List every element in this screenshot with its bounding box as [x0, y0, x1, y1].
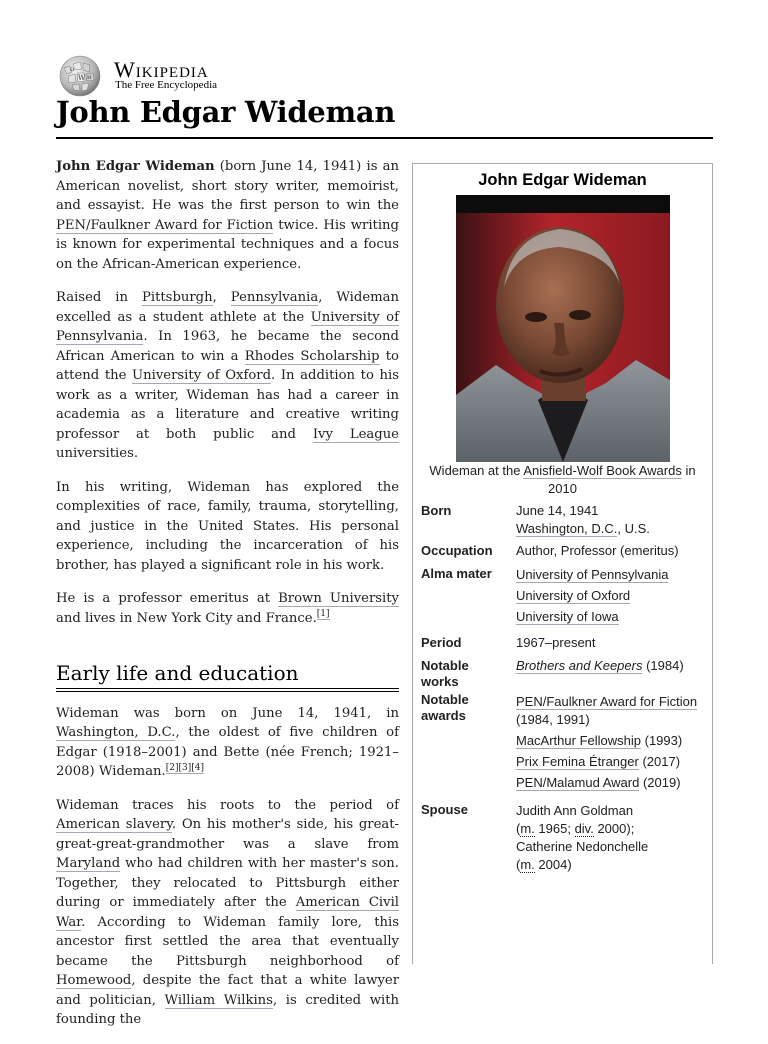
infobox-title: John Edgar Wideman	[478, 171, 647, 189]
link-award-prix-femina[interactable]: Prix Femina Étranger	[516, 754, 639, 769]
text: He is a professor emeritus at	[56, 591, 279, 606]
link-american-civil-war[interactable]: American Civil War	[56, 895, 400, 930]
link-award-pen-faulkner[interactable]: PEN/Faulkner Award for Fiction	[516, 694, 698, 709]
text: Wideman was born on June 14, 1941, in	[56, 705, 399, 721]
link-pennsylvania[interactable]: Pennsylvania	[230, 290, 319, 305]
link-homewood[interactable]: Homewood	[56, 973, 132, 988]
born-value	[516, 502, 706, 538]
spouse-1-dates	[516, 820, 706, 838]
link-ivy-league[interactable]: Ivy League	[312, 426, 399, 442]
alma-mater-list	[516, 566, 706, 629]
link-university-of-pennsylvania[interactable]: University of Pennsylvania	[56, 309, 399, 344]
link-university-of-oxford[interactable]: University of Oxford	[132, 368, 272, 383]
spouse-value	[516, 802, 706, 874]
reference-link[interactable]: [2][3][4]	[165, 762, 204, 773]
born-place	[516, 520, 706, 538]
paragraph-themes: In his writing, Wideman has explored the complexities of race, family, trauma, storytelling, and justice in the United States. His personal experience, including the incarceration of his brother, has played a significant role in his work.	[56, 479, 399, 573]
text: in 2010	[548, 463, 696, 496]
spouse-2-dates	[516, 856, 706, 874]
page-title: John Edgar Wideman	[56, 95, 396, 129]
period-value: 1967–present	[516, 635, 596, 650]
link-award-pen-malamud[interactable]: PEN/Malamud Award	[516, 775, 640, 790]
intro-paragraph	[56, 157, 399, 274]
link-born-washington-dc[interactable]: Washington, D.C.	[516, 521, 618, 536]
text: universities.	[56, 446, 139, 461]
text: . In 1963, he became the second African American to win a	[56, 329, 399, 364]
site-header	[56, 52, 716, 100]
text: to attend the	[56, 348, 399, 383]
paragraph-education	[56, 288, 399, 464]
link-anisfield-wolf-awards[interactable]: Anisfield-Wolf Book Awards	[523, 463, 682, 478]
wikipedia-wordmark[interactable]: Wikipedia	[114, 57, 209, 82]
spouse-label: Spouse	[421, 802, 468, 817]
svg-text:И: И	[87, 75, 92, 81]
text: . On his mother's side, his great-great-great-grandmother was a slave from	[56, 817, 399, 852]
occupation-value: Author, Professor (emeritus)	[516, 543, 679, 558]
link-award-macarthur[interactable]: MacArthur Fellowship	[516, 733, 641, 748]
link-maryland[interactable]: Maryland	[56, 856, 121, 871]
link-alma-iowa[interactable]: University of Iowa	[516, 609, 619, 624]
link-william-wilkins[interactable]: William Wilkins	[164, 992, 273, 1008]
section-divider	[56, 688, 399, 689]
text: (1984)	[642, 658, 684, 673]
married-abbr: m.	[520, 821, 535, 836]
text: . According to Wideman family lore, this ancestor first settled the area that eventually became the Pittsburgh neighborhood of	[56, 914, 399, 969]
text: and lives in New York City and France.	[56, 610, 317, 626]
paragraph-roots	[56, 796, 399, 1030]
link-american-slavery[interactable]: American slavery	[56, 817, 172, 832]
text: , is credited with founding the	[56, 992, 399, 1027]
born-date: June 14, 1941	[516, 503, 599, 518]
text: Wideman at the	[429, 463, 524, 478]
text: (	[516, 857, 521, 872]
wikipedia-globe-logo[interactable]	[56, 54, 104, 98]
infobox	[412, 163, 713, 964]
wikipedia-tagline: The Free Encyclopedia	[115, 79, 218, 91]
text: ,	[212, 290, 231, 305]
born-label: Born	[421, 503, 452, 518]
notable-awards-list	[516, 693, 706, 795]
section-divider	[56, 691, 399, 692]
divorced-abbr: div.	[574, 821, 594, 836]
married-abbr: m.	[520, 857, 535, 872]
text: , despite the fact that a white lawyer and politician,	[56, 973, 399, 1008]
svg-text:Ω: Ω	[70, 67, 75, 73]
link-brothers-and-keepers[interactable]: Brothers and Keepers	[516, 658, 643, 673]
text: , Wideman excelled as a student athlete at the	[56, 290, 400, 325]
occupation-label: Occupation	[421, 543, 493, 558]
text: Wideman traces his roots to the period of	[56, 797, 399, 813]
link-rhodes-scholarship[interactable]: Rhodes Scholarship	[244, 348, 380, 364]
link-pittsburgh[interactable]: Pittsburgh	[141, 290, 213, 305]
text: (	[516, 821, 521, 836]
section-heading-early-life: Early life and education	[56, 661, 299, 685]
text: (born June 14, 1941) is an American novelist, short story writer, memoirist, and essayist. He was the first person to win the	[56, 159, 399, 213]
text: , U.S.	[617, 521, 650, 536]
reference-link[interactable]: [1]	[316, 609, 330, 620]
period-label: Period	[421, 635, 462, 650]
spouse-1: Judith Ann Goldman	[516, 803, 634, 818]
text: 2004)	[534, 857, 572, 872]
photo-caption	[419, 462, 706, 498]
text: twice. His writing is known for experimental techniques and a focus on the African-American experience.	[56, 217, 399, 272]
alma-mater-label: Alma mater	[421, 566, 492, 581]
paragraph-current	[56, 589, 399, 628]
notable-works-value	[516, 657, 706, 675]
svg-text:W: W	[78, 74, 86, 82]
title-divider	[56, 137, 713, 139]
link-alma-penn[interactable]: University of Pennsylvania	[516, 567, 669, 582]
text: 2000);	[593, 821, 635, 836]
text: 1965;	[534, 821, 575, 836]
link-pen-faulkner-award[interactable]: PEN/Faulkner Award for Fiction	[56, 217, 274, 233]
text: Raised in	[56, 290, 142, 305]
text: who had children with her master's son. Together, they relocated to Pittsburgh either during or immediately after the	[56, 856, 399, 910]
link-washington-dc[interactable]: Washington, D.C.	[56, 725, 176, 740]
spouse-2: Catherine Nedonchelle	[516, 839, 649, 854]
paragraph-birth	[56, 704, 399, 782]
link-brown-university[interactable]: Brown University	[278, 591, 399, 606]
text: (2017)	[638, 754, 681, 769]
article-body	[56, 157, 399, 1044]
text: (1984, 1991)	[516, 712, 590, 727]
text: . In addition to his work as a writer, Wideman has had a career in academia as a literature and creative writing professor at both public and	[56, 368, 399, 442]
notable-awards-label: Notable awards	[421, 692, 469, 723]
text: (2019)	[639, 775, 681, 790]
text: (1993)	[641, 733, 683, 748]
link-alma-oxford[interactable]: University of Oxford	[516, 588, 631, 603]
notable-works-label: Notable works	[421, 658, 469, 689]
portrait-photo[interactable]	[456, 195, 670, 462]
text: , the oldest of five children of Edgar (1918–2001) and Bette (née French; 1921–2008) Wideman.	[56, 725, 400, 779]
subject-name: John Edgar Wideman	[56, 159, 215, 174]
